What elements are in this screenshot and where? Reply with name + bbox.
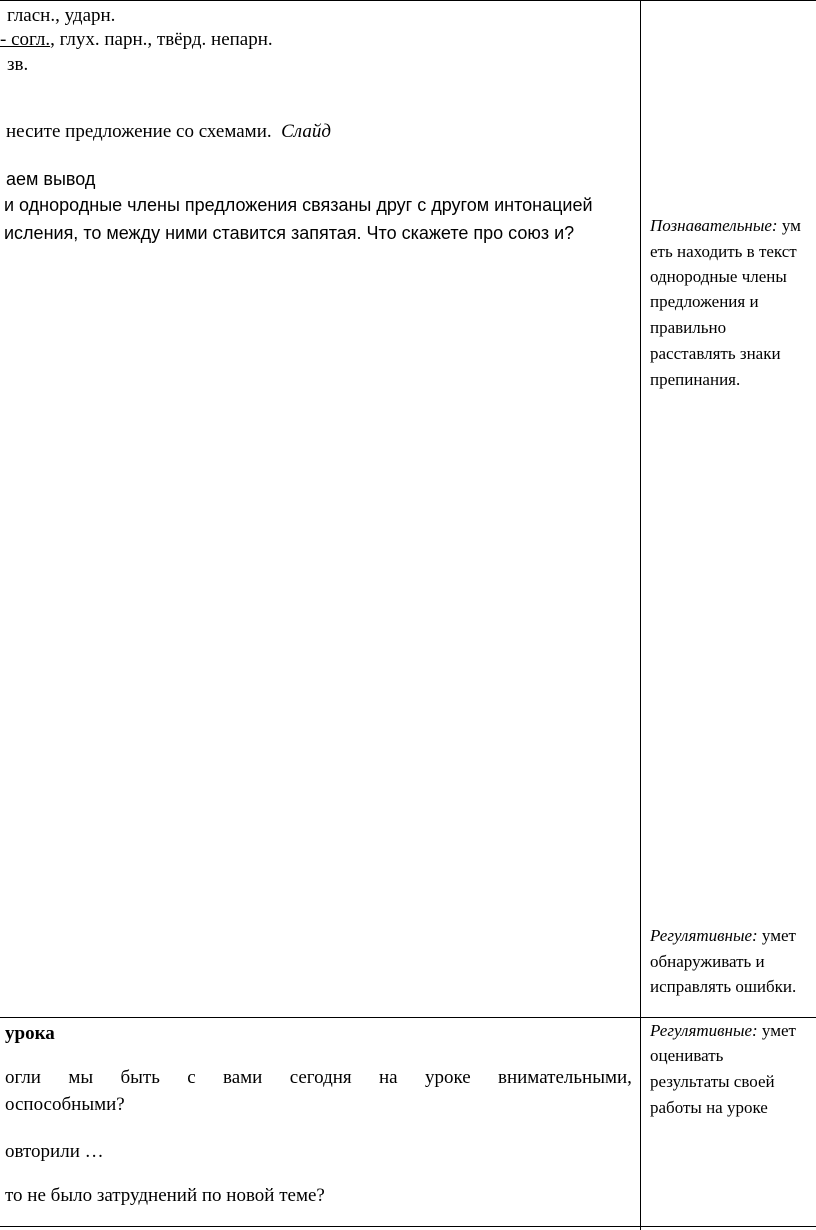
conclusion-heading: аем вывод (6, 169, 96, 189)
regulative-2-line-1 (650, 1019, 796, 1043)
q1-word: внимательными, (498, 1067, 632, 1088)
cognitive-line: однородные члены (650, 267, 787, 286)
phonetic-line-1: гласн., ударн. (7, 5, 116, 26)
phonetic-rest: , глух. парн., твёрд. непарн. (50, 29, 273, 50)
task-slide: Слайд (281, 121, 331, 142)
regulative-1-tail: умет (757, 926, 796, 945)
summary-question-2: то не было затруднений по новой теме? (5, 1185, 325, 1206)
regulative-1-line: обнаруживать и (650, 952, 765, 971)
phonetic-underlined: - согл. (0, 29, 51, 50)
q1-word: огли (5, 1067, 41, 1088)
q1-word: с (187, 1067, 196, 1088)
regulative-2-label: Регулятивные: (650, 1021, 758, 1040)
regulative-2-line: работы на уроке (650, 1098, 768, 1117)
cognitive-label: Познавательные: (650, 216, 778, 235)
q1-word: мы (68, 1067, 94, 1088)
regulative-2-tail: умет (757, 1021, 796, 1040)
summary-repeat: овторили … (5, 1141, 104, 1162)
regulative-2-line: результаты своей (650, 1072, 775, 1091)
q1-word: сегодня (289, 1067, 352, 1088)
table-top-border (0, 0, 816, 1)
q1-word: уроке (424, 1067, 471, 1088)
q1-word: вами (223, 1067, 263, 1088)
regulative-2-line: оценивать (650, 1046, 724, 1065)
cognitive-line-1 (650, 214, 801, 238)
cognitive-line: предложения и (650, 292, 759, 311)
phonetic-line-2 (0, 28, 273, 52)
cognitive-line: правильно (650, 318, 727, 337)
regulative-1-line: исправлять ошибки. (650, 977, 797, 996)
table-bottom-border (0, 1226, 816, 1227)
row-divider (0, 1017, 816, 1018)
summary-heading: урока (5, 1023, 55, 1044)
conclusion-line-2: исления, то между ними ставится запятая. Что скажете про союз и? (4, 223, 575, 243)
summary-question-1 (5, 1066, 632, 1090)
q1-word: быть (120, 1067, 160, 1088)
task-text: несите предложение со схемами. (6, 121, 272, 142)
cognitive-line: еть находить в текст (650, 242, 797, 261)
regulative-1-label: Регулятивные: (650, 926, 758, 945)
conclusion-line-1: и однородные члены предложения связаны друг с другом интонацией (4, 195, 593, 215)
task-line (6, 120, 331, 144)
column-divider (640, 0, 641, 1230)
regulative-1-line-1 (650, 924, 796, 948)
cognitive-tail: ум (777, 216, 801, 235)
cognitive-line: расставлять знаки (650, 344, 781, 363)
phonetic-line-3: зв. (7, 54, 29, 75)
summary-question-1-cont: оспособными? (5, 1094, 125, 1115)
q1-word: на (379, 1067, 398, 1088)
cognitive-line: препинания. (650, 370, 741, 389)
